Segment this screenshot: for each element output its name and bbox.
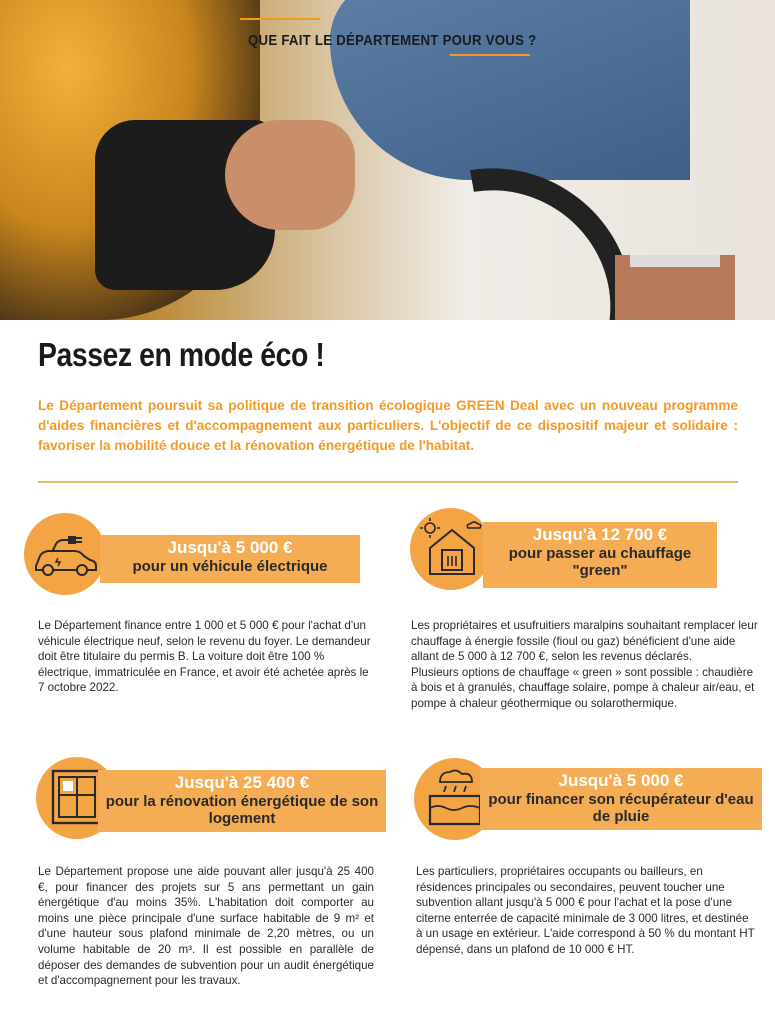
card-amount: Jusqu'à 5 000 € xyxy=(558,771,684,790)
house-roof xyxy=(630,255,720,267)
green-heating-house-icon xyxy=(418,516,486,580)
hand xyxy=(225,120,355,230)
card-description: Le Département propose une aide pouvant aller jusqu'à 25 400 €, pour financer des projets sur 5 ans permettant un gain énergétique d'au moins 35%. L'habitation doit comporter au moins une pièce principale d'une surface habitable de 9 m² et d'une hauteur sous plafond minimale de 2,20 mètres, ou un volume habitable de 20 m³. Il est possible en parallèle de déposer des demandes de subvention pour un audit énergétique et d'accompagnement pour les travaux. xyxy=(38,865,374,988)
card-amount: Jusqu'à 25 400 € xyxy=(174,773,310,792)
divider xyxy=(38,481,738,483)
title-rule-top xyxy=(240,18,320,20)
card-amount: Jusqu'à 12 700 € xyxy=(532,525,668,544)
card-subtitle: pour la rénovation énergétique de son logement xyxy=(105,793,379,827)
page-heading: Passez en mode éco ! xyxy=(38,336,325,373)
hero-photo xyxy=(0,0,775,320)
card-description xyxy=(411,618,759,712)
card-banner xyxy=(480,768,762,830)
card-subtitle: pour financer son récupérateur d'eau de pluie xyxy=(488,791,754,825)
card-paragraph: Plusieurs options de chauffage « green » sont possible : chaudière à bois et à granulés, chauffage solaire, pompe à chaleur air/eau, et pompe à chaleur géothermique ou solarothermique. xyxy=(411,665,755,710)
card-banner xyxy=(483,522,717,588)
card-paragraph: Les propriétaires et usufruitiers maralpins souhaitant remplacer leur chauffage à énergie fossile (fioul ou gaz) bénéficient d'une aide allant de 5 000 à 12 700 €, selon les revenus déclarés. xyxy=(411,619,758,664)
electric-car-icon xyxy=(28,530,102,578)
rainwater-tank-icon xyxy=(422,766,488,830)
title-rule-bottom xyxy=(450,54,530,56)
intro-paragraph: Le Département poursuit sa politique de transition écologique GREEN Deal avec un nouveau programme d'aides financières et d'accompagnement aux particuliers. L'objectif de ce dispositif majeur et solidaire : favoriser la mobilité douce et la rénovation énergétique de l'habitat. xyxy=(38,398,738,453)
card-subtitle: pour passer au chauffage "green" xyxy=(508,545,692,579)
section-title: QUE FAIT LE DÉPARTEMENT POUR VOUS ? xyxy=(248,32,537,49)
card-subtitle: pour un véhicule électrique xyxy=(132,558,328,575)
window-icon xyxy=(50,768,104,826)
card-banner xyxy=(100,535,360,583)
card-amount: Jusqu'à 5 000 € xyxy=(167,538,293,557)
section-title-box xyxy=(240,18,540,58)
card-banner xyxy=(98,770,386,832)
card-description: Le Département finance entre 1 000 et 5 000 € pour l'achat d'un véhicule électrique neuf, selon le revenu du foyer. Le demandeur doit être titulaire du permis B. La voiture doit être 100 % électrique, immatriculée en France, et avoir été achetée après le 7 octobre 2022. xyxy=(38,619,371,695)
card-description: Les particuliers, propriétaires occupants ou bailleurs, en résidences principales ou secondaires, peuvent toucher une subvention allant jusqu'à 5 000 € pour l'achat et la pose d'une citerne enterrée de capacité minimale de 3 000 litres, et destinée à un usage en extérieur. L'aide correspond à 50 % du montant HT dépensé, dans un plafond de 10 000 € HT. xyxy=(416,865,755,956)
